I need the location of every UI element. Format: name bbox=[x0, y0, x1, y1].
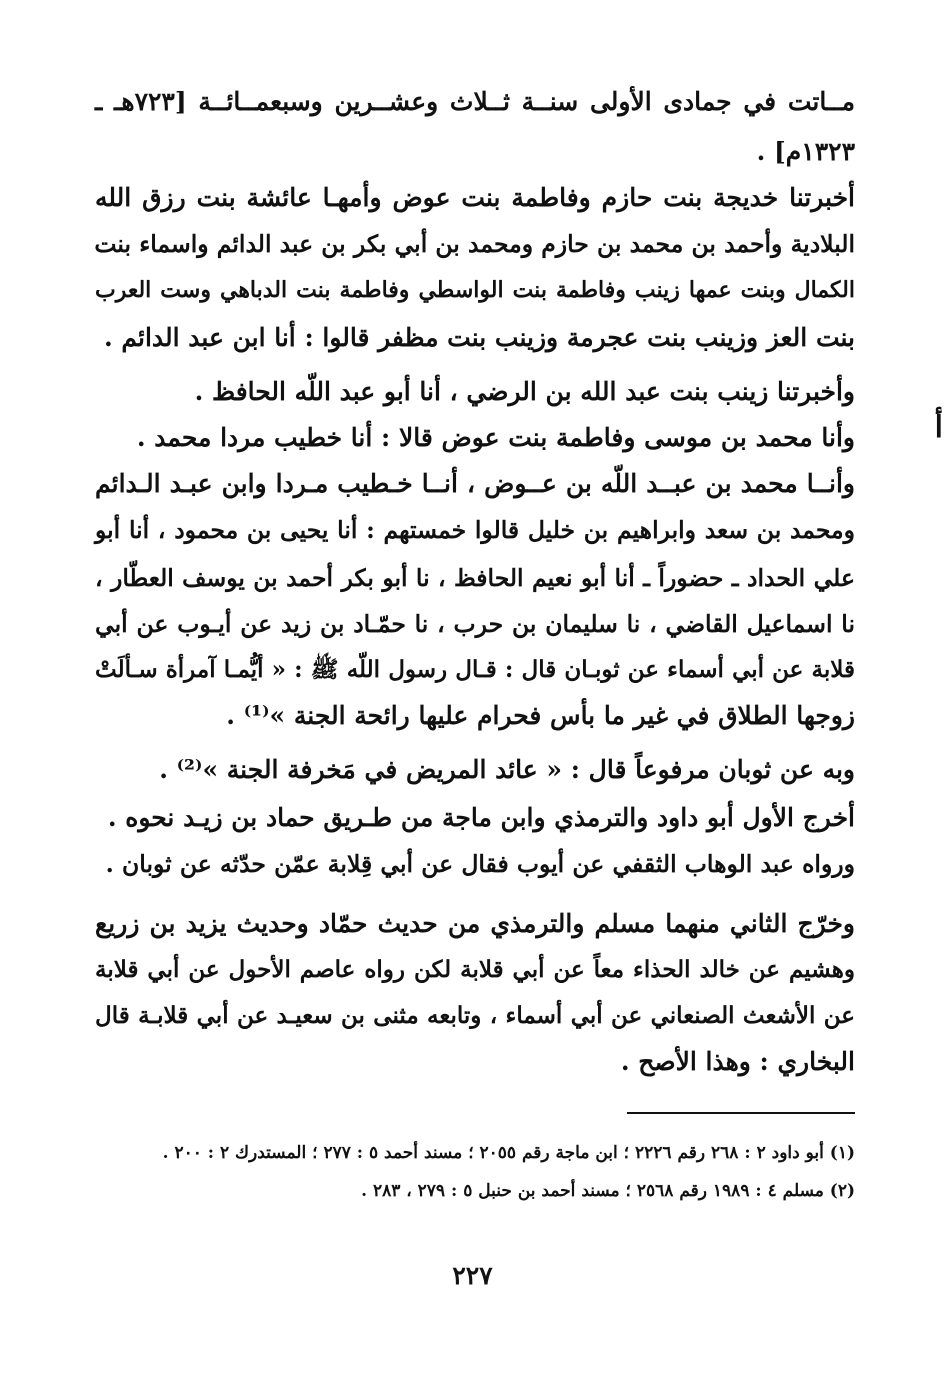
text-line-16: أخرج الأول أبو داود والترمذي وابن ماجة من طـريق حماد بن زيـد نحوه . bbox=[107, 803, 855, 832]
text-line-4: البلادية وأحمد بن محمد بن حازم ومحمد بن أبي بكر بن عبد الدائم واسماء بنت bbox=[94, 230, 855, 258]
page-number: ٢٢٧ bbox=[452, 1261, 493, 1290]
text-line-15: وبه عن ثوبان مرفوعاً قال : « عائد المريض في مَخرفة الجنة »⁽²⁾ . bbox=[159, 755, 855, 784]
text-line-11: علي الحداد ـ حضوراً ـ أنا أبو نعيم الحافظ ، نا أبو بكر أحمد بن يوسف العطّار ، bbox=[95, 564, 855, 592]
footnote-1: (١) أبو داود ٢ : ٢٦٨ رقم ٢٢٢٦ ؛ ابن ماجة رقم ٢٠٥٥ ؛ مسند أحمد ٥ : ٢٧٧ ؛ المستدرك ٢ : ٢٠٠ . bbox=[162, 1143, 855, 1163]
text-line-3: أخبرتنا خديجة بنت حازم وفاطمة بنت عوض وأمهـا عائشة بنت رزق الله bbox=[95, 183, 855, 212]
text-line-2: ١٣٢٣م] . bbox=[756, 137, 855, 166]
text-line-13: قلابة عن أبي أسماء عن ثوبـان قال : قـال رسول اللّه ﷺ : « أيُّمـا آمرأة سـألَتْ bbox=[95, 656, 855, 683]
footnote-divider bbox=[627, 1112, 855, 1114]
text-line-5: الكمال وبنت عمها زينب وفاطمة بنت الواسطي وفاطمة بنت الدباهي وست العرب bbox=[95, 277, 855, 303]
text-line-6: بنت العز وزينب بنت عجرمة وزينب بنت مظفر قالوا : أنا ابن عبد الدائم . bbox=[103, 323, 855, 352]
text-line-1: مــاتت في جمادى الأولى سنــة ثــلاث وعشــرين وسبعمــائــة [٧٢٣هـ ـ bbox=[95, 87, 855, 116]
text-line-17: ورواه عبد الوهاب الثقفي عن أيوب فقال عن أبي قِلابة عمّن حدّثه عن ثوبان . bbox=[105, 850, 855, 878]
text-line-21: البخاري : وهذا الأصح . bbox=[620, 1047, 855, 1076]
text-line-8: وأنا محمد بن موسى وفاطمة بنت عوض قالا : أنا خطيب مردا محمد . bbox=[136, 423, 855, 452]
text-line-20: عن الأشعث الصنعاني عن أبي أسماء ، وتابعه مثنى بن سعيـد عن أبي قلابـة قال bbox=[95, 1002, 855, 1029]
text-line-19: وهشيم عن خالد الحذاء معاً عن أبي قلابة لكن رواه عاصم الأحول عن أبي قلابة bbox=[95, 956, 855, 983]
margin-mark: أ bbox=[934, 410, 943, 445]
text-line-10: ومحمد بن سعد وابراهيم بن خليل قالوا خمستهم : أنا يحيى بن محمود ، أنا أبو bbox=[95, 516, 855, 544]
text-line-14: زوجها الطلاق في غير ما بأس فحرام عليها رائحة الجنة »⁽¹⁾ . bbox=[226, 701, 855, 730]
text-line-12: نا اسماعيل القاضي ، نا سليمان بن حرب ، نا حمّـاد بن زيد عن أيـوب عن أبي bbox=[95, 610, 855, 638]
text-line-7: وأخبرتنا زينب بنت عبد الله بن الرضي ، أنا أبو عبد اللّه الحافظ . bbox=[194, 377, 855, 406]
text-line-9: وأنــا محمد بن عبــد اللّه بن عــوض ، أنــا خـطيب مـردا وابن عبـد الـدائم bbox=[95, 469, 855, 498]
text-line-18: وخرّج الثاني منهما مسلم والترمذي من حديث حمّاد وحديث يزيد بن زريع bbox=[95, 909, 855, 938]
footnote-2: (٢) مسلم ٤ : ١٩٨٩ رقم ٢٥٦٨ ؛ مسند أحمد بن حنبل ٥ : ٢٧٩ ، ٢٨٣ . bbox=[361, 1181, 855, 1201]
